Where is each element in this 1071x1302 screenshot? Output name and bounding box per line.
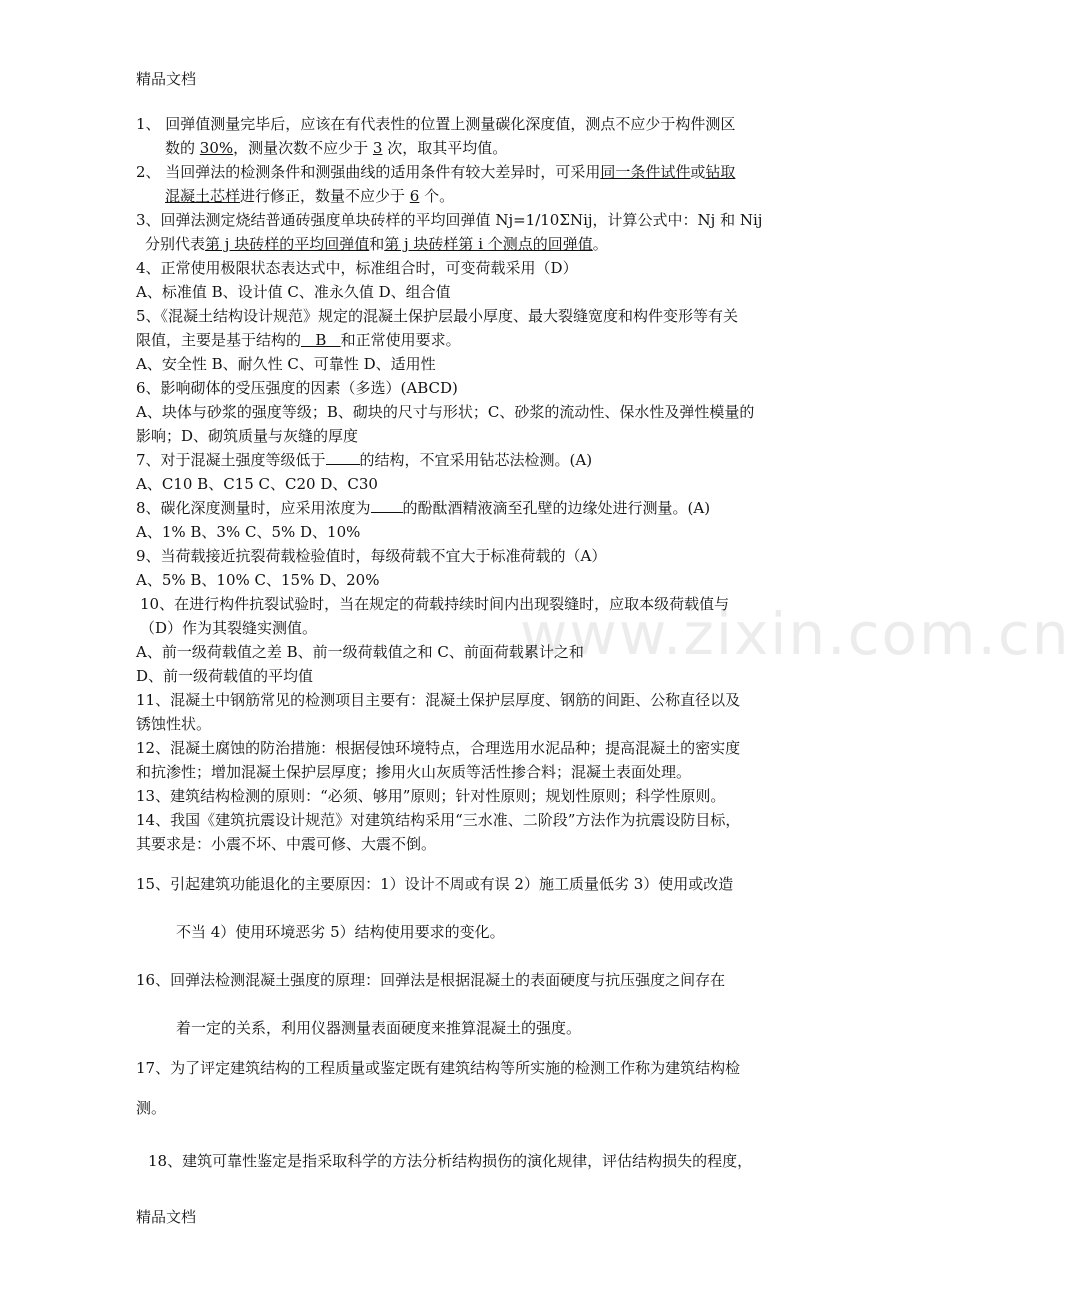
q11-line-2: 锈蚀性状。: [136, 715, 212, 733]
q5-line-2: 限值，主要是基于结构的 B 和正常使用要求。: [136, 331, 461, 349]
q2-line-2: 混凝土芯样进行修正，数量不应少于 6 个。: [165, 187, 455, 205]
q14-line-2: 其要求是：小震不坏、中震可修、大震不倒。: [136, 835, 437, 853]
page-footer: 精品文档: [136, 1208, 197, 1226]
q6-options-1: A、块体与砂浆的强度等级；B、砌块的尺寸与形状；C、砂浆的流动性、保水性及弹性模量的: [136, 403, 755, 421]
q6-question: 6、影响砌体的受压强度的因素（多选）(ABCD): [136, 379, 458, 397]
q12-line-1: 12、混凝土腐蚀的防治措施：根据侵蚀环境特点，合理选用水泥品种；提高混凝土的密实度: [136, 739, 741, 757]
q6-options-2: 影响；D、砌筑质量与灰缝的厚度: [136, 427, 359, 445]
q3-line-2: 分别代表第 j 块砖样的平均回弹值和第 j 块砖样第 i 个测点的回弹值。: [145, 235, 608, 253]
q14-line-1: 14、我国《建筑抗震设计规范》对建筑结构采用“三水准、二阶段”方法作为抗震设防目标，: [136, 811, 741, 829]
q2-line-1: 2、 当回弹法的检测条件和测强曲线的适用条件有较大差异时，可采用同一条件试件或钻取: [136, 163, 736, 181]
q11-line-1: 11、混凝土中钢筋常见的检测项目主要有：混凝土保护层厚度、钢筋的间距、公称直径以及: [136, 691, 741, 709]
q10-line-2: （D）作为其裂缝实测值。: [140, 619, 318, 637]
q8-question: 8、碳化深度测量时，应采用浓度为 的酚酞酒精液滴至孔壁的边缘处进行测量。(A): [136, 499, 711, 517]
q5-line-1: 5、《混凝土结构设计规范》规定的混凝土保护层最小厚度、最大裂缝宽度和构件变形等有关: [136, 307, 739, 325]
blank: [326, 450, 360, 465]
q15-line-1: 15、引起建筑功能退化的主要原因：1）设计不周或有误 2）施工质量低劣 3）使用或改造: [136, 875, 734, 893]
q16-line-2: 着一定的关系，利用仪器测量表面硬度来推算混凝土的强度。: [176, 1019, 582, 1037]
q17-line-1: 17、为了评定建筑结构的工程质量或鉴定既有建筑结构等所实施的检测工作称为建筑结构检: [136, 1059, 741, 1077]
q10-options-1: A、前一级荷载值之差 B、前一级荷载值之和 C、前面荷载累计之和: [136, 643, 584, 661]
q16-line-1: 16、回弹法检测混凝土强度的原理：回弹法是根据混凝土的表面硬度与抗压强度之间存在: [136, 971, 726, 989]
q13-line-1: 13、建筑结构检测的原则：“必须、够用”原则；针对性原则；规划性原则；科学性原则。: [136, 787, 726, 805]
q12-line-2: 和抗渗性；增加混凝土保护层厚度；掺用火山灰质等活性掺合料；混凝土表面处理。: [136, 763, 692, 781]
q17-line-2: 测。: [136, 1099, 167, 1117]
q9-question: 9、当荷载接近抗裂荷载检验值时，每级荷载不宜大于标准荷载的（A）: [136, 547, 607, 565]
q7-options: A、C10 B、C15 C、C20 D、C30: [136, 475, 378, 493]
q10-line-1: 10、在进行构件抗裂试验时，当在规定的荷载持续时间内出现裂缝时，应取本级荷载值与: [140, 595, 730, 613]
q10-options-2: D、前一级荷载值的平均值: [136, 667, 314, 685]
q3-line-1: 3、回弹法测定烧结普通砖强度单块砖样的平均回弹值 Nj=1/10ΣNij，计算公式中：Nj 和 Nij: [136, 211, 763, 229]
q1-line-2: 数的 30%，测量次数不应少于 3 次，取其平均值。: [165, 139, 508, 157]
q4-question: 4、正常使用极限状态表达式中，标准组合时，可变荷载采用（D）: [136, 259, 578, 277]
blank: [371, 498, 403, 513]
q8-options: A、1% B、3% C、5% D、10%: [136, 523, 361, 541]
q4-options: A、标准值 B、设计值 C、准永久值 D、组合值: [136, 283, 451, 301]
q9-options: A、5% B、10% C、15% D、20%: [136, 571, 380, 589]
q5-options: A、安全性 B、耐久性 C、可靠性 D、适用性: [136, 355, 436, 373]
q7-question: 7、对于混凝土强度等级低于 的结构，不宜采用钻芯法检测。(A): [136, 451, 593, 469]
q18-line-1: 18、建筑可靠性鉴定是指采取科学的方法分析结构损伤的演化规律，评估结构损失的程度，: [148, 1152, 753, 1170]
q1-line-1: 1、 回弹值测量完毕后，应该在有代表性的位置上测量碳化深度值，测点不应少于构件测区: [136, 115, 736, 133]
watermark: www.zixin.com.cn: [520, 600, 1071, 668]
q15-line-2: 不当 4）使用环境恶劣 5）结构使用要求的变化。: [176, 923, 505, 941]
page-header: 精品文档: [136, 70, 197, 88]
